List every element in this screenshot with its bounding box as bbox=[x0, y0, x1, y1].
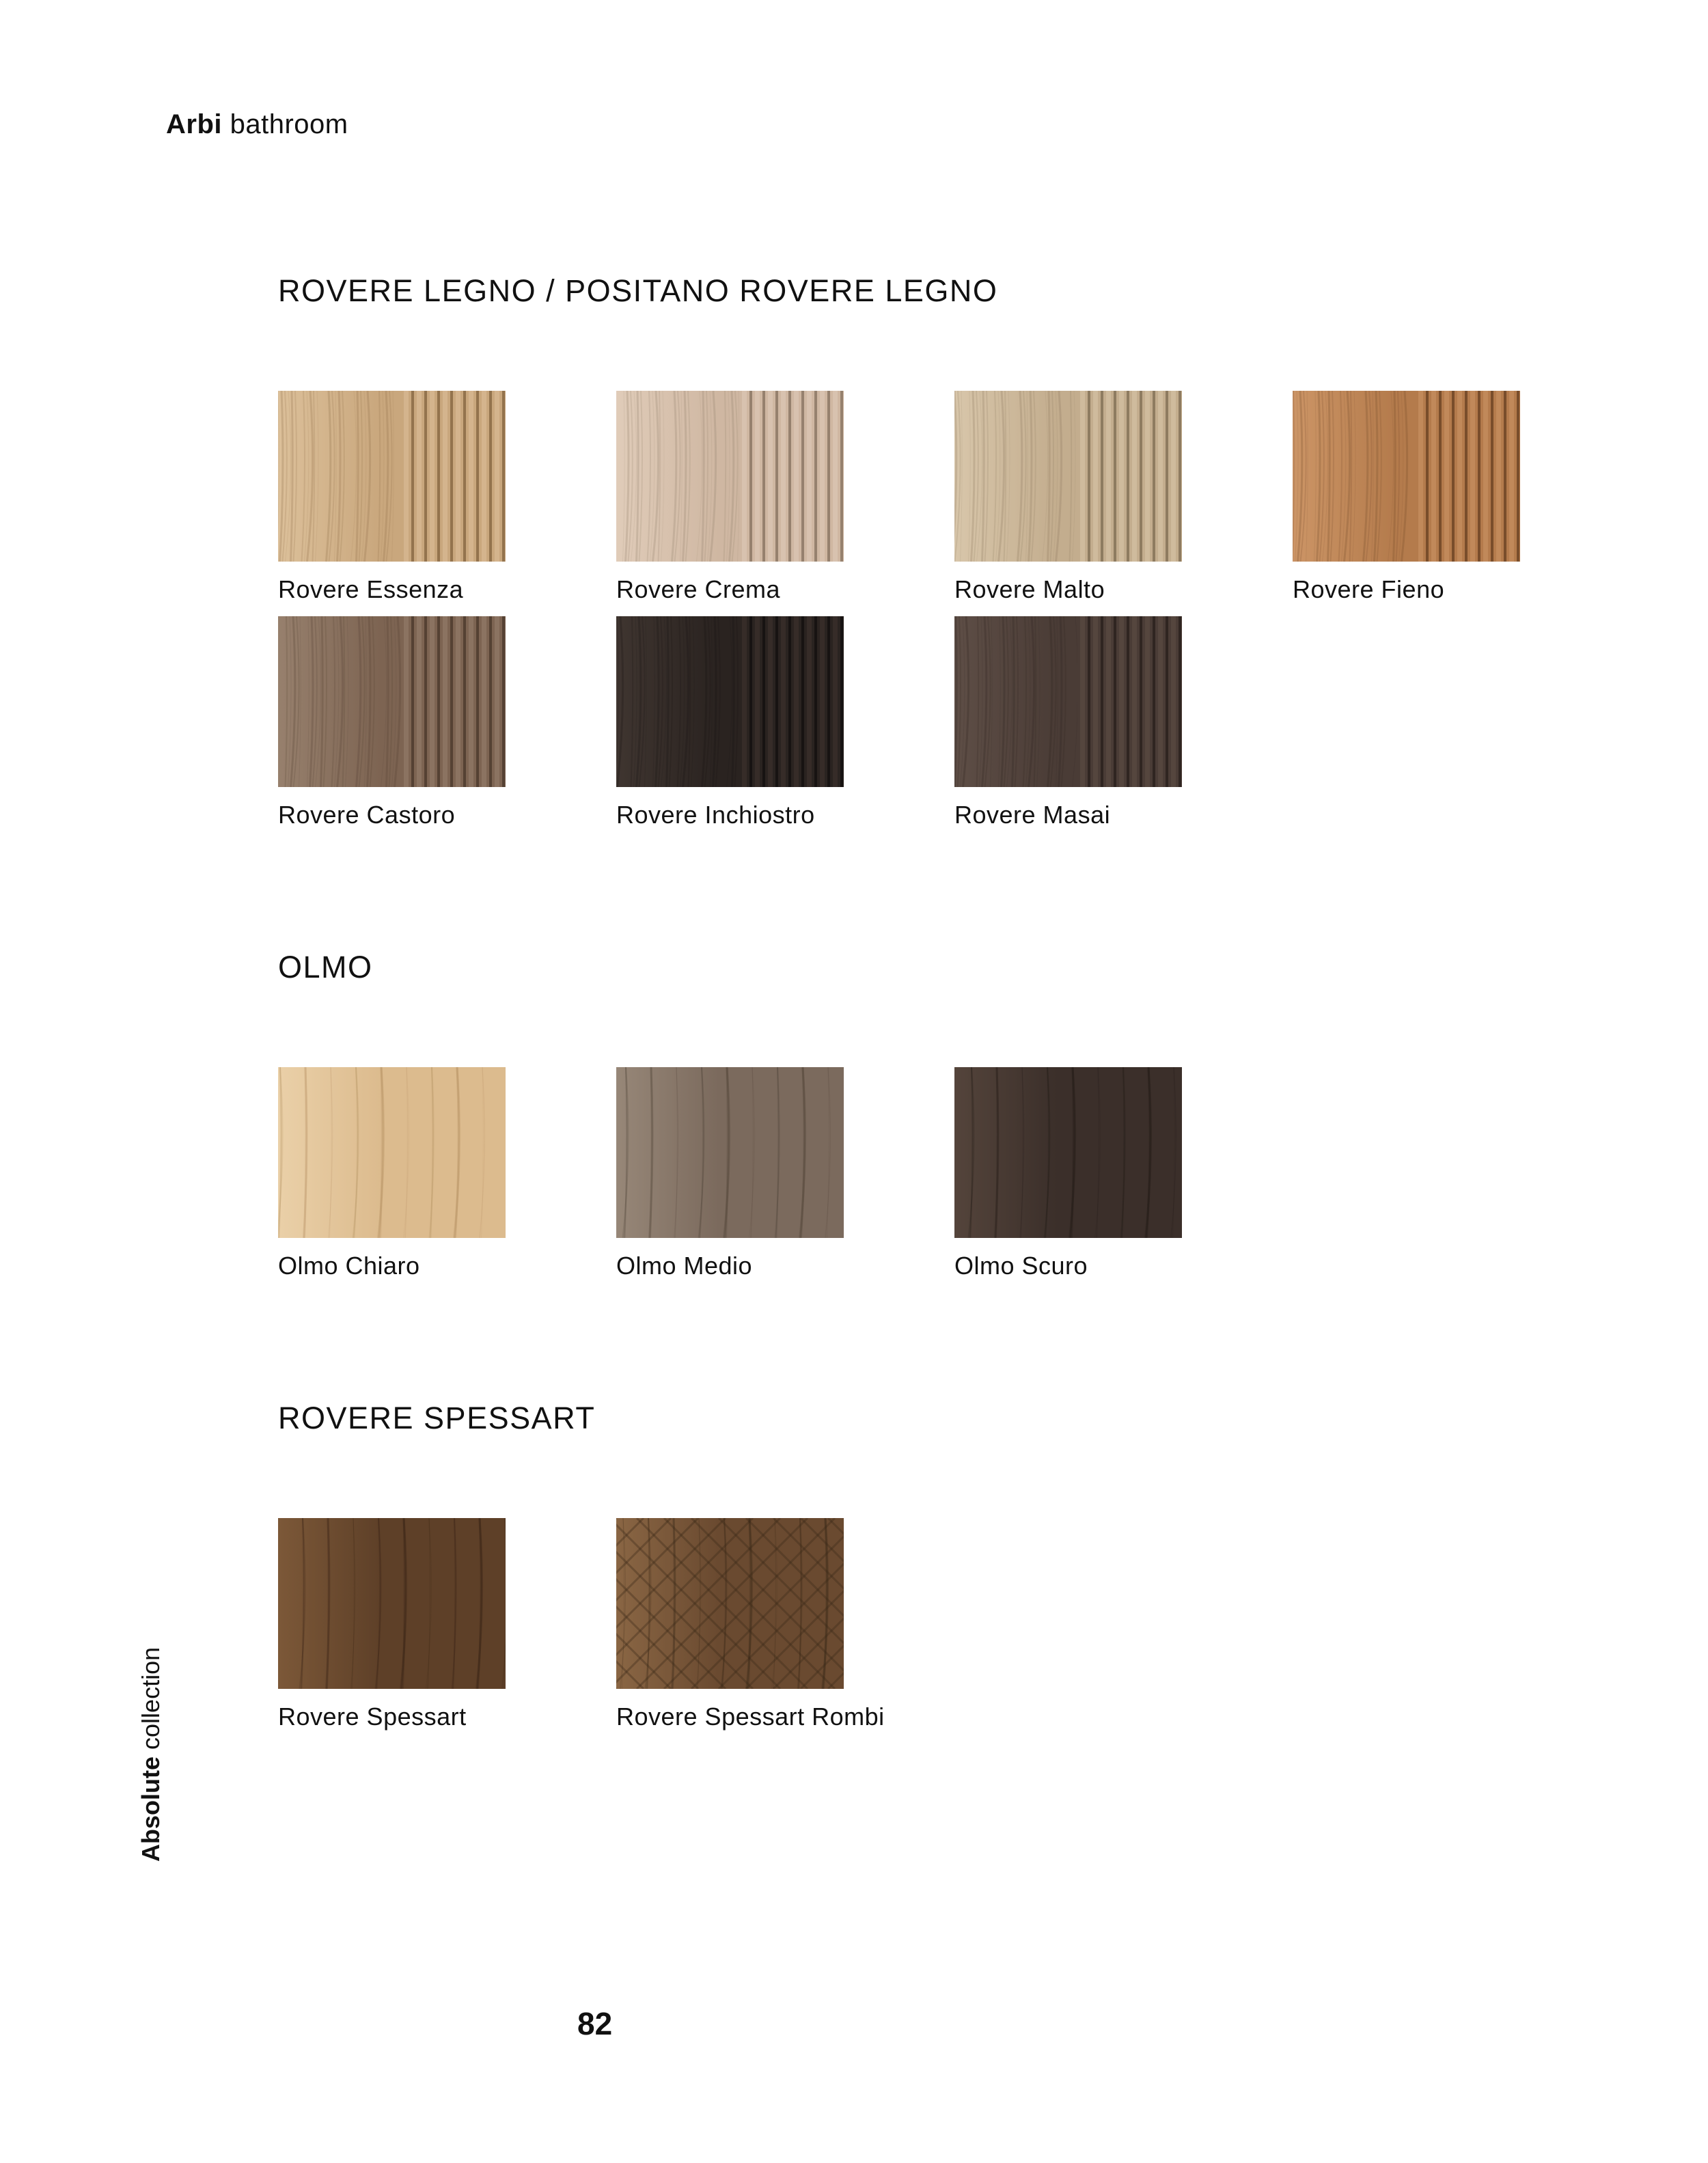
collection-suffix: collection bbox=[137, 1647, 165, 1750]
finish-name: Rovere Malto bbox=[954, 575, 1105, 603]
finish-swatch bbox=[278, 391, 506, 562]
finish-name: Olmo Chiaro bbox=[278, 1252, 420, 1280]
finish-swatch bbox=[616, 1518, 844, 1689]
finish-swatch bbox=[616, 616, 844, 787]
finish-swatch bbox=[954, 391, 1182, 562]
finish-swatch bbox=[616, 391, 844, 562]
section-title: ROVERE LEGNO / POSITANO ROVERE LEGNO bbox=[278, 273, 998, 308]
page-number: 82 bbox=[577, 2006, 613, 2041]
finish-name: Rovere Fieno bbox=[1293, 575, 1445, 603]
brand-name: Arbi bbox=[166, 109, 222, 139]
header-subtitle: bathroom bbox=[230, 109, 348, 139]
page-header bbox=[166, 109, 348, 140]
finish-name: Olmo Medio bbox=[616, 1252, 753, 1280]
finish-name: Rovere Crema bbox=[616, 575, 781, 603]
section-title: ROVERE SPESSART bbox=[278, 1401, 596, 1435]
finish-swatch bbox=[954, 616, 1182, 787]
finish-name: Rovere Spessart bbox=[278, 1703, 467, 1731]
finish-swatch bbox=[616, 1067, 844, 1238]
finish-name: Rovere Essenza bbox=[278, 575, 464, 603]
finish-swatch bbox=[278, 616, 506, 787]
collection-side-label bbox=[137, 1647, 165, 1862]
collection-name: Absolute bbox=[137, 1756, 165, 1862]
finish-name: Rovere Inchiostro bbox=[616, 801, 815, 829]
section-title: OLMO bbox=[278, 950, 373, 984]
finish-swatch bbox=[278, 1518, 506, 1689]
finish-name: Rovere Masai bbox=[954, 801, 1111, 829]
finish-name: Olmo Scuro bbox=[954, 1252, 1088, 1280]
finish-swatch bbox=[278, 1067, 506, 1238]
finish-name: Rovere Castoro bbox=[278, 801, 456, 829]
finish-name: Rovere Spessart Rombi bbox=[616, 1703, 885, 1731]
finish-swatch bbox=[954, 1067, 1182, 1238]
finish-swatch bbox=[1293, 391, 1520, 562]
